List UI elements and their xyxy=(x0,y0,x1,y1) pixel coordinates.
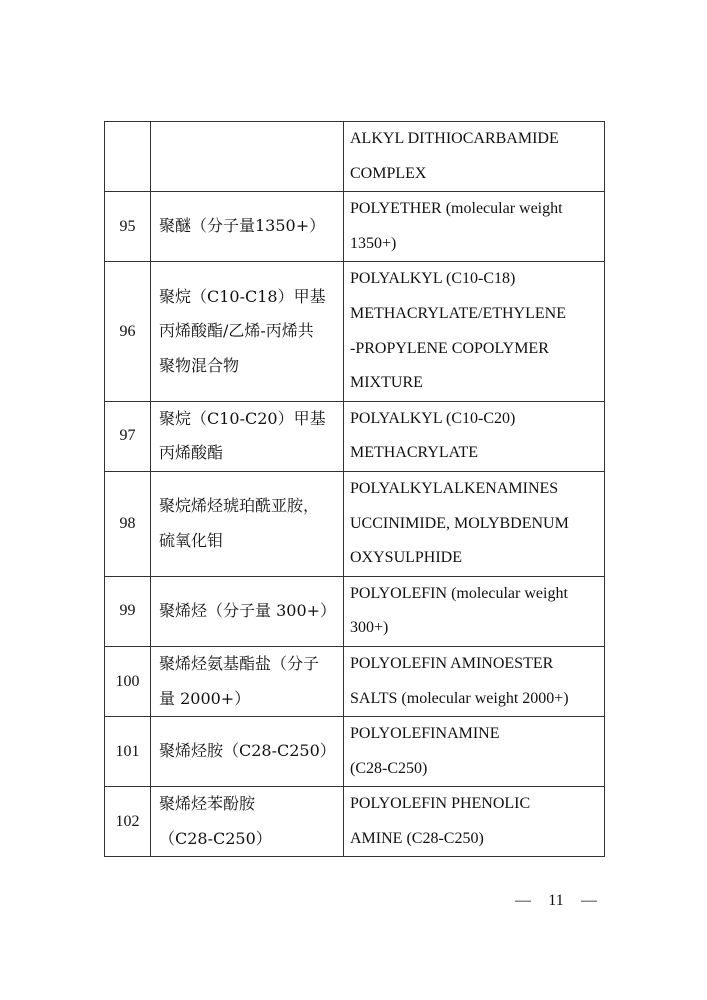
table-row xyxy=(105,471,605,576)
english-name: POLYALKYLALKENAMINES UCCINIMIDE, MOLYBDENUM OXYSULPHIDE xyxy=(344,471,605,576)
chinese-name: 聚烷（C10-C18）甲基 丙烯酸酯/乙烯-丙烯共 聚物混合物 xyxy=(151,262,344,401)
page-footer xyxy=(515,890,597,912)
table-row xyxy=(105,576,605,646)
footer-dash-left: — xyxy=(515,892,531,909)
chinese-name xyxy=(151,122,344,192)
english-name: POLYALKYL (C10-C20) METHACRYLATE xyxy=(344,401,605,471)
footer-dash-right: — xyxy=(581,892,597,909)
table-row xyxy=(105,122,605,192)
row-number: 97 xyxy=(105,401,151,471)
row-number: 98 xyxy=(105,471,151,576)
chinese-name: 聚烯烃氨基酯盐（分子 量 2000+） xyxy=(151,646,344,716)
table-row xyxy=(105,787,605,857)
english-name: POLYOLEFIN (molecular weight 300+) xyxy=(344,576,605,646)
english-name: ALKYL DITHIOCARBAMIDE COMPLEX xyxy=(344,122,605,192)
english-name: POLYOLEFIN PHENOLIC AMINE (C28-C250) xyxy=(344,787,605,857)
english-name: POLYALKYL (C10-C18) METHACRYLATE/ETHYLENE -PROPYLENE COPOLYMER MIXTURE xyxy=(344,262,605,401)
row-number xyxy=(105,122,151,192)
chinese-name: 聚烷（C10-C20）甲基 丙烯酸酯 xyxy=(151,401,344,471)
table-row xyxy=(105,192,605,262)
table-row xyxy=(105,717,605,787)
chemical-names-table xyxy=(104,121,605,857)
row-number: 100 xyxy=(105,646,151,716)
english-name: POLYETHER (molecular weight 1350+) xyxy=(344,192,605,262)
table-row xyxy=(105,646,605,716)
row-number: 96 xyxy=(105,262,151,401)
row-number: 101 xyxy=(105,717,151,787)
english-name: POLYOLEFINAMINE (C28-C250) xyxy=(344,717,605,787)
chinese-name: 聚烯烃苯酚胺 （C28-C250） xyxy=(151,787,344,857)
chinese-name: 聚烯烃胺（C28-C250） xyxy=(151,717,344,787)
chinese-name: 聚醚（分子量1350+） xyxy=(151,192,344,262)
table-row xyxy=(105,262,605,401)
row-number: 102 xyxy=(105,787,151,857)
row-number: 99 xyxy=(105,576,151,646)
chinese-name: 聚烯烃（分子量 300+） xyxy=(151,576,344,646)
table-row xyxy=(105,401,605,471)
chinese-name: 聚烷烯烃琥珀酰亚胺， 硫氧化钼 xyxy=(151,471,344,576)
english-name: POLYOLEFIN AMINOESTER SALTS (molecular weight 2000+) xyxy=(344,646,605,716)
page-number: 11 xyxy=(548,892,564,909)
row-number: 95 xyxy=(105,192,151,262)
